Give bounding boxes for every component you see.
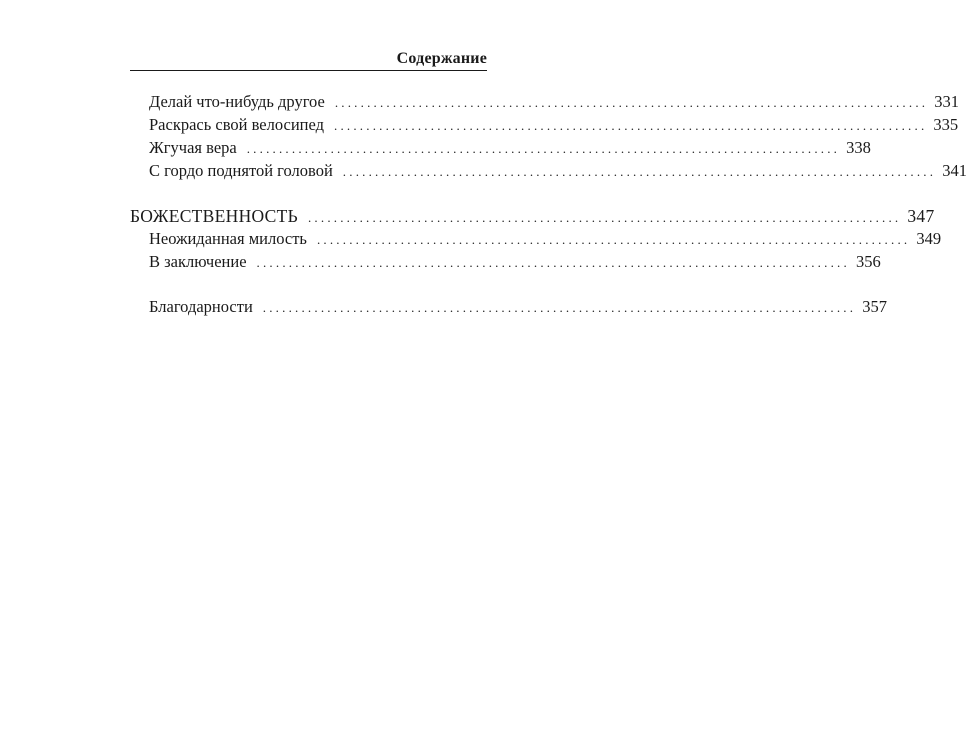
toc-dot-leader: ............................................................................................ (342, 164, 937, 179)
toc-page-number: 338 (846, 138, 871, 157)
toc-page-number: 341 (942, 161, 967, 180)
table-of-contents (130, 92, 967, 320)
toc-page-number: 347 (907, 206, 935, 226)
toc-dot-leader: ............................................................................................ (316, 232, 911, 247)
toc-entry-title: Неожиданная милость (149, 229, 307, 248)
toc-entry-title: Раскрась свой велосипед (149, 115, 324, 134)
toc-dot-leader: ............................................................................................ (262, 300, 857, 315)
toc-entry[interactable] (130, 252, 881, 275)
toc-entry-title: Жгучая вера (149, 138, 237, 157)
toc-page-number: 356 (855, 252, 881, 271)
toc-entry[interactable] (130, 92, 959, 115)
toc-dot-leader: ............................................................................................ (334, 118, 928, 133)
toc-entry[interactable] (130, 138, 871, 161)
toc-page-number: 331 (934, 92, 959, 111)
toc-entry-title: С гордо поднятой головой (149, 161, 333, 180)
toc-entry[interactable] (130, 229, 942, 252)
toc-dot-leader: ............................................................................................ (307, 210, 902, 225)
toc-entry[interactable] (130, 297, 887, 320)
toc-dot-leader: ............................................................................................ (246, 141, 841, 156)
toc-entry-title: В заключение (149, 252, 247, 271)
toc-entry-title: Делай что-нибудь другое (149, 92, 325, 111)
toc-dot-leader: ............................................................................................ (334, 95, 929, 110)
toc-entry[interactable] (130, 115, 959, 138)
toc-part-title: БОЖЕСТВЕННОСТЬ (130, 206, 298, 226)
toc-dot-leader: ............................................................................................ (256, 255, 850, 270)
toc-page-number: 335 (933, 115, 959, 134)
toc-page-number: 357 (862, 297, 887, 316)
header-rule (130, 70, 487, 71)
toc-entry[interactable] (130, 161, 967, 184)
toc-page-number: 349 (916, 229, 942, 248)
toc-part-entry[interactable] (130, 206, 935, 229)
toc-entry-title: Благодарности (149, 297, 253, 316)
running-head-title: Содержание (396, 50, 487, 67)
